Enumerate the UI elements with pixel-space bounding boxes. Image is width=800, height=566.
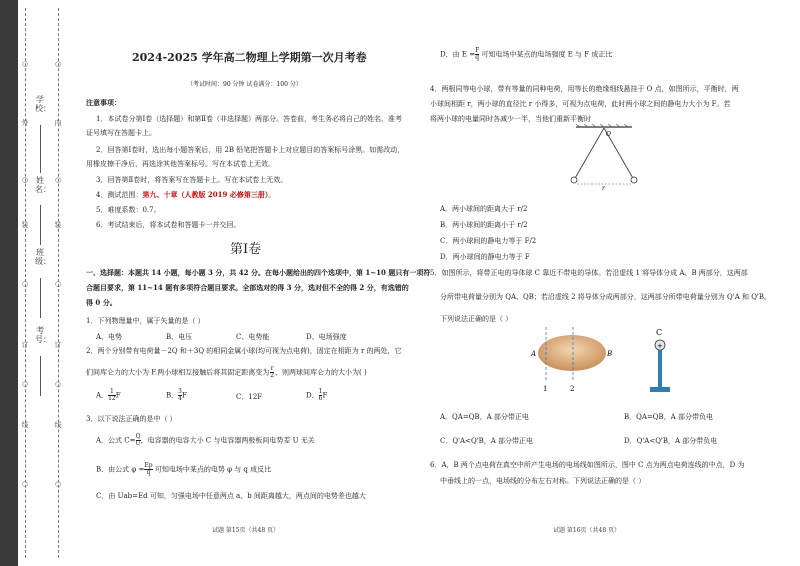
q2-option-a[interactable]: A． $\frac{1}{12}$ F [96, 388, 121, 402]
cut-mark: ○ [54, 380, 62, 388]
test-range: 第九、十章（人教版 2019 必修第三册） [142, 190, 269, 199]
school-label: 学校： [35, 95, 51, 113]
page-footer-right: 试题 第16页（共48 页） [553, 527, 621, 534]
cut-mark: ○ [21, 380, 29, 388]
q1-option-d[interactable]: D、电场强度 [306, 333, 347, 341]
section-title: 第Ⅰ卷 [230, 242, 262, 257]
q4-option-c[interactable]: C．两小球间的静电力等于 F/2 [440, 237, 537, 245]
q5-stem-line: 分所带电荷量分别为 QA、QB；若沿虚线 2 将导体分成两部分，这两部分所带电荷量分别为 Q'A 和 Q'B。 [440, 293, 772, 301]
exam-title: 2024-2025 学年高二物理上学期第一次月考卷 [132, 51, 367, 64]
cut-mark: ○ [21, 176, 29, 184]
q1-option-a[interactable]: A、电势 [96, 333, 123, 341]
q3-option-d[interactable]: D．由 E = $\frac{F}{q}$ 可知电场中某点的电场强度 E 与 F 成正比 [440, 47, 613, 61]
q2-option-d[interactable]: D． $\frac{1}{6}$ F [306, 388, 328, 402]
q3-stem: 3．以下说法正确的是中（ ） [86, 415, 177, 423]
school-blank[interactable] [40, 125, 41, 173]
q5-option-c[interactable]: C．Q'A<Q'B，A 部分带正电 [440, 437, 534, 445]
cut-mark: 内 [54, 119, 62, 127]
exam-number-label: 考号： [35, 326, 51, 344]
cut-mark: 订 [54, 341, 62, 349]
cut-mark: ○ [54, 176, 62, 184]
notice-line: 证号填写在答题卡上。 [86, 129, 156, 137]
q1-stem: 1．下列物理量中，属于矢量的是（ ） [86, 317, 205, 325]
cut-mark: 线 [54, 421, 62, 429]
page-footer-left: 试题 第15页（共48 页） [212, 527, 280, 534]
q1-option-b[interactable]: B、电压 [166, 333, 193, 341]
point-o-label: O [606, 131, 611, 138]
q4-stem: 4．两根同等电小球，带有等量的同种电荷，用等长的绝缘细线悬挂于 O 点，如图所示，平衡时，两 [430, 85, 739, 93]
q2-option-b[interactable]: B． $\frac{3}{4}$ F [166, 388, 187, 402]
q3-option-a[interactable]: A．公式 C= $\frac{Q}{U}$ ，电容器的电容大小 C 与电容器两极板间电势差 U 无关 [96, 433, 315, 447]
line-2-label: 2 [570, 385, 575, 393]
section-intro-line: 得 0 分。 [86, 298, 117, 307]
notice-line: 2．回答第Ⅰ卷时，选出每小题答案后，用 2B 铅笔把答题卡上对应题目的答案标号涂黑。如需改动， [96, 146, 405, 154]
q3-option-c[interactable]: C．由 Uab=Ed 可知，匀强电场中任意两点 a、b 间距离越大，两点间的电势差也越大 [96, 492, 366, 500]
notice-6: 6．考试结束后，将本试卷和答题卡一并交回。 [96, 221, 241, 229]
q5-stem-line: 下列说法正确的是（ ） [440, 315, 513, 323]
cut-mark: ○ [21, 60, 29, 68]
cut-mark: ○ [54, 60, 62, 68]
q5-option-a[interactable]: A．QA=QB，A 部分带正电 [440, 413, 529, 421]
cut-mark: ○ [21, 280, 29, 288]
q5-option-b[interactable]: B．QA=QB，A 部分带负电 [624, 413, 713, 421]
stand-base [650, 387, 670, 392]
cut-mark: ○ [54, 480, 62, 488]
charged-ball-right [631, 177, 637, 183]
cut-mark: ○ [54, 280, 62, 288]
q4-option-a[interactable]: A．两小球间的距离大于 r/2 [440, 205, 528, 213]
binding-strip [0, 0, 18, 566]
q5-option-d[interactable]: D．Q'A<Q'B，A 部分带负电 [624, 437, 718, 445]
cut-mark: ○ [21, 480, 29, 488]
part-a-label: A [531, 350, 537, 358]
cut-mark: 装 [54, 221, 62, 229]
cut-mark: 装 [21, 221, 29, 229]
q2-option-c[interactable]: C．12F [236, 393, 263, 401]
left-page [82, 0, 431, 566]
cut-mark: 订 [21, 341, 29, 349]
name-blank[interactable] [40, 205, 41, 245]
exam-number-blank[interactable] [40, 356, 41, 396]
plus-sign-icon: + [657, 342, 663, 350]
q2-stem-2: 们间库仑力的大小为 F.两小球相互接触后将其固定距离变为 $\frac{r}{2}$ ，则两球间库仑力的大小为( ) [86, 365, 367, 379]
q3-option-b[interactable]: B．由公式 φ = $\frac{Ep}{q}$ 可知电场中某点的电势 φ 与 q 成反比 [96, 462, 272, 476]
cut-mark: 线 [21, 421, 29, 429]
exam-info: （考试时间：90 分钟 试卷满分：100 分） [187, 81, 302, 88]
ball-c-label: C [656, 328, 663, 337]
notice-line: 用橡皮擦干净后，再选涂其他答案标号。写在本试卷上无效。 [86, 160, 275, 168]
section-intro-line: 合题目要求，第 11~14 题有多项符合题目要求。全部选对的得 3 分，选对但不全的得 2 分，有选错的 [86, 283, 409, 292]
notice-heading: 注意事项： [86, 98, 121, 107]
uncharged-conductor [538, 335, 606, 371]
notice-line: 1．本试卷分第Ⅰ卷（选择题）和第Ⅱ卷（非选择题）两部分。答卷前，考生务必将自己的姓名、准考 [96, 115, 402, 123]
q5-conductor-figure [528, 325, 688, 397]
q4-option-d[interactable]: D．两小球间的静电力等于 F [440, 253, 530, 261]
cut-mark: 外 [21, 119, 29, 127]
section-intro: 一、选择题：本题共 14 小题，每小题 3 分，共 42 分。在每小题给出的四个选项中，第 1~10 题只有一项符 [86, 268, 431, 277]
q4-pendulum-figure [566, 124, 642, 192]
line-1-label: 1 [543, 385, 548, 393]
class-label: 班级： [35, 248, 51, 266]
right-page [428, 0, 794, 566]
name-label: 姓名： [35, 176, 51, 194]
q4-stem-line: 将两小球的电量同时各减少一半，当他们重新平衡时 [430, 115, 591, 123]
q5-stem: 5．如图所示，将带正电的导体球 C 靠近不带电的导体。若沿虚线 1 将导体分成 A、B 两部分，这两部 [430, 269, 748, 277]
notice-4: 4．测试范围：第九、十章（人教版 2019 必修第三册）。 [96, 190, 276, 199]
class-blank[interactable] [40, 278, 41, 318]
part-b-label: B [607, 350, 613, 358]
q4-option-b[interactable]: B．两小球间的距离小于 r/2 [440, 221, 528, 229]
notice-5: 5．难度系数：0.7。 [96, 206, 161, 214]
distance-r-label: r [602, 185, 605, 192]
q6-stem-line: 中垂线上的一点，电场线的分布左右对称。下列说法正确的是（ ） [440, 477, 646, 485]
insulating-stand [658, 350, 662, 388]
charged-ball-left [571, 177, 577, 183]
string-left [574, 128, 604, 180]
notice-line: 3．回答第Ⅱ卷时，将答案写在答题卡上。写在本试卷上无效。 [96, 176, 288, 184]
binding-margin [0, 0, 72, 566]
q4-stem-line: 小球间相距 r，两小球的直径比 r 小得多，可视为点电荷，此时两小球之间的静电力大小为 F。若 [430, 100, 731, 108]
q6-stem: 6．A，B 两个点电荷在真空中所产生电场的电场线如图所示，图中 C 点为两点电荷连线的中点，D 为 [430, 461, 745, 469]
q2-stem: 2．两个分别带有电荷量－2Q 和＋3Q 的相同金属小球(均可视为点电荷)，固定在相距为 r 的两处，它 [86, 347, 402, 355]
q1-option-c[interactable]: C、电势能 [236, 333, 270, 341]
